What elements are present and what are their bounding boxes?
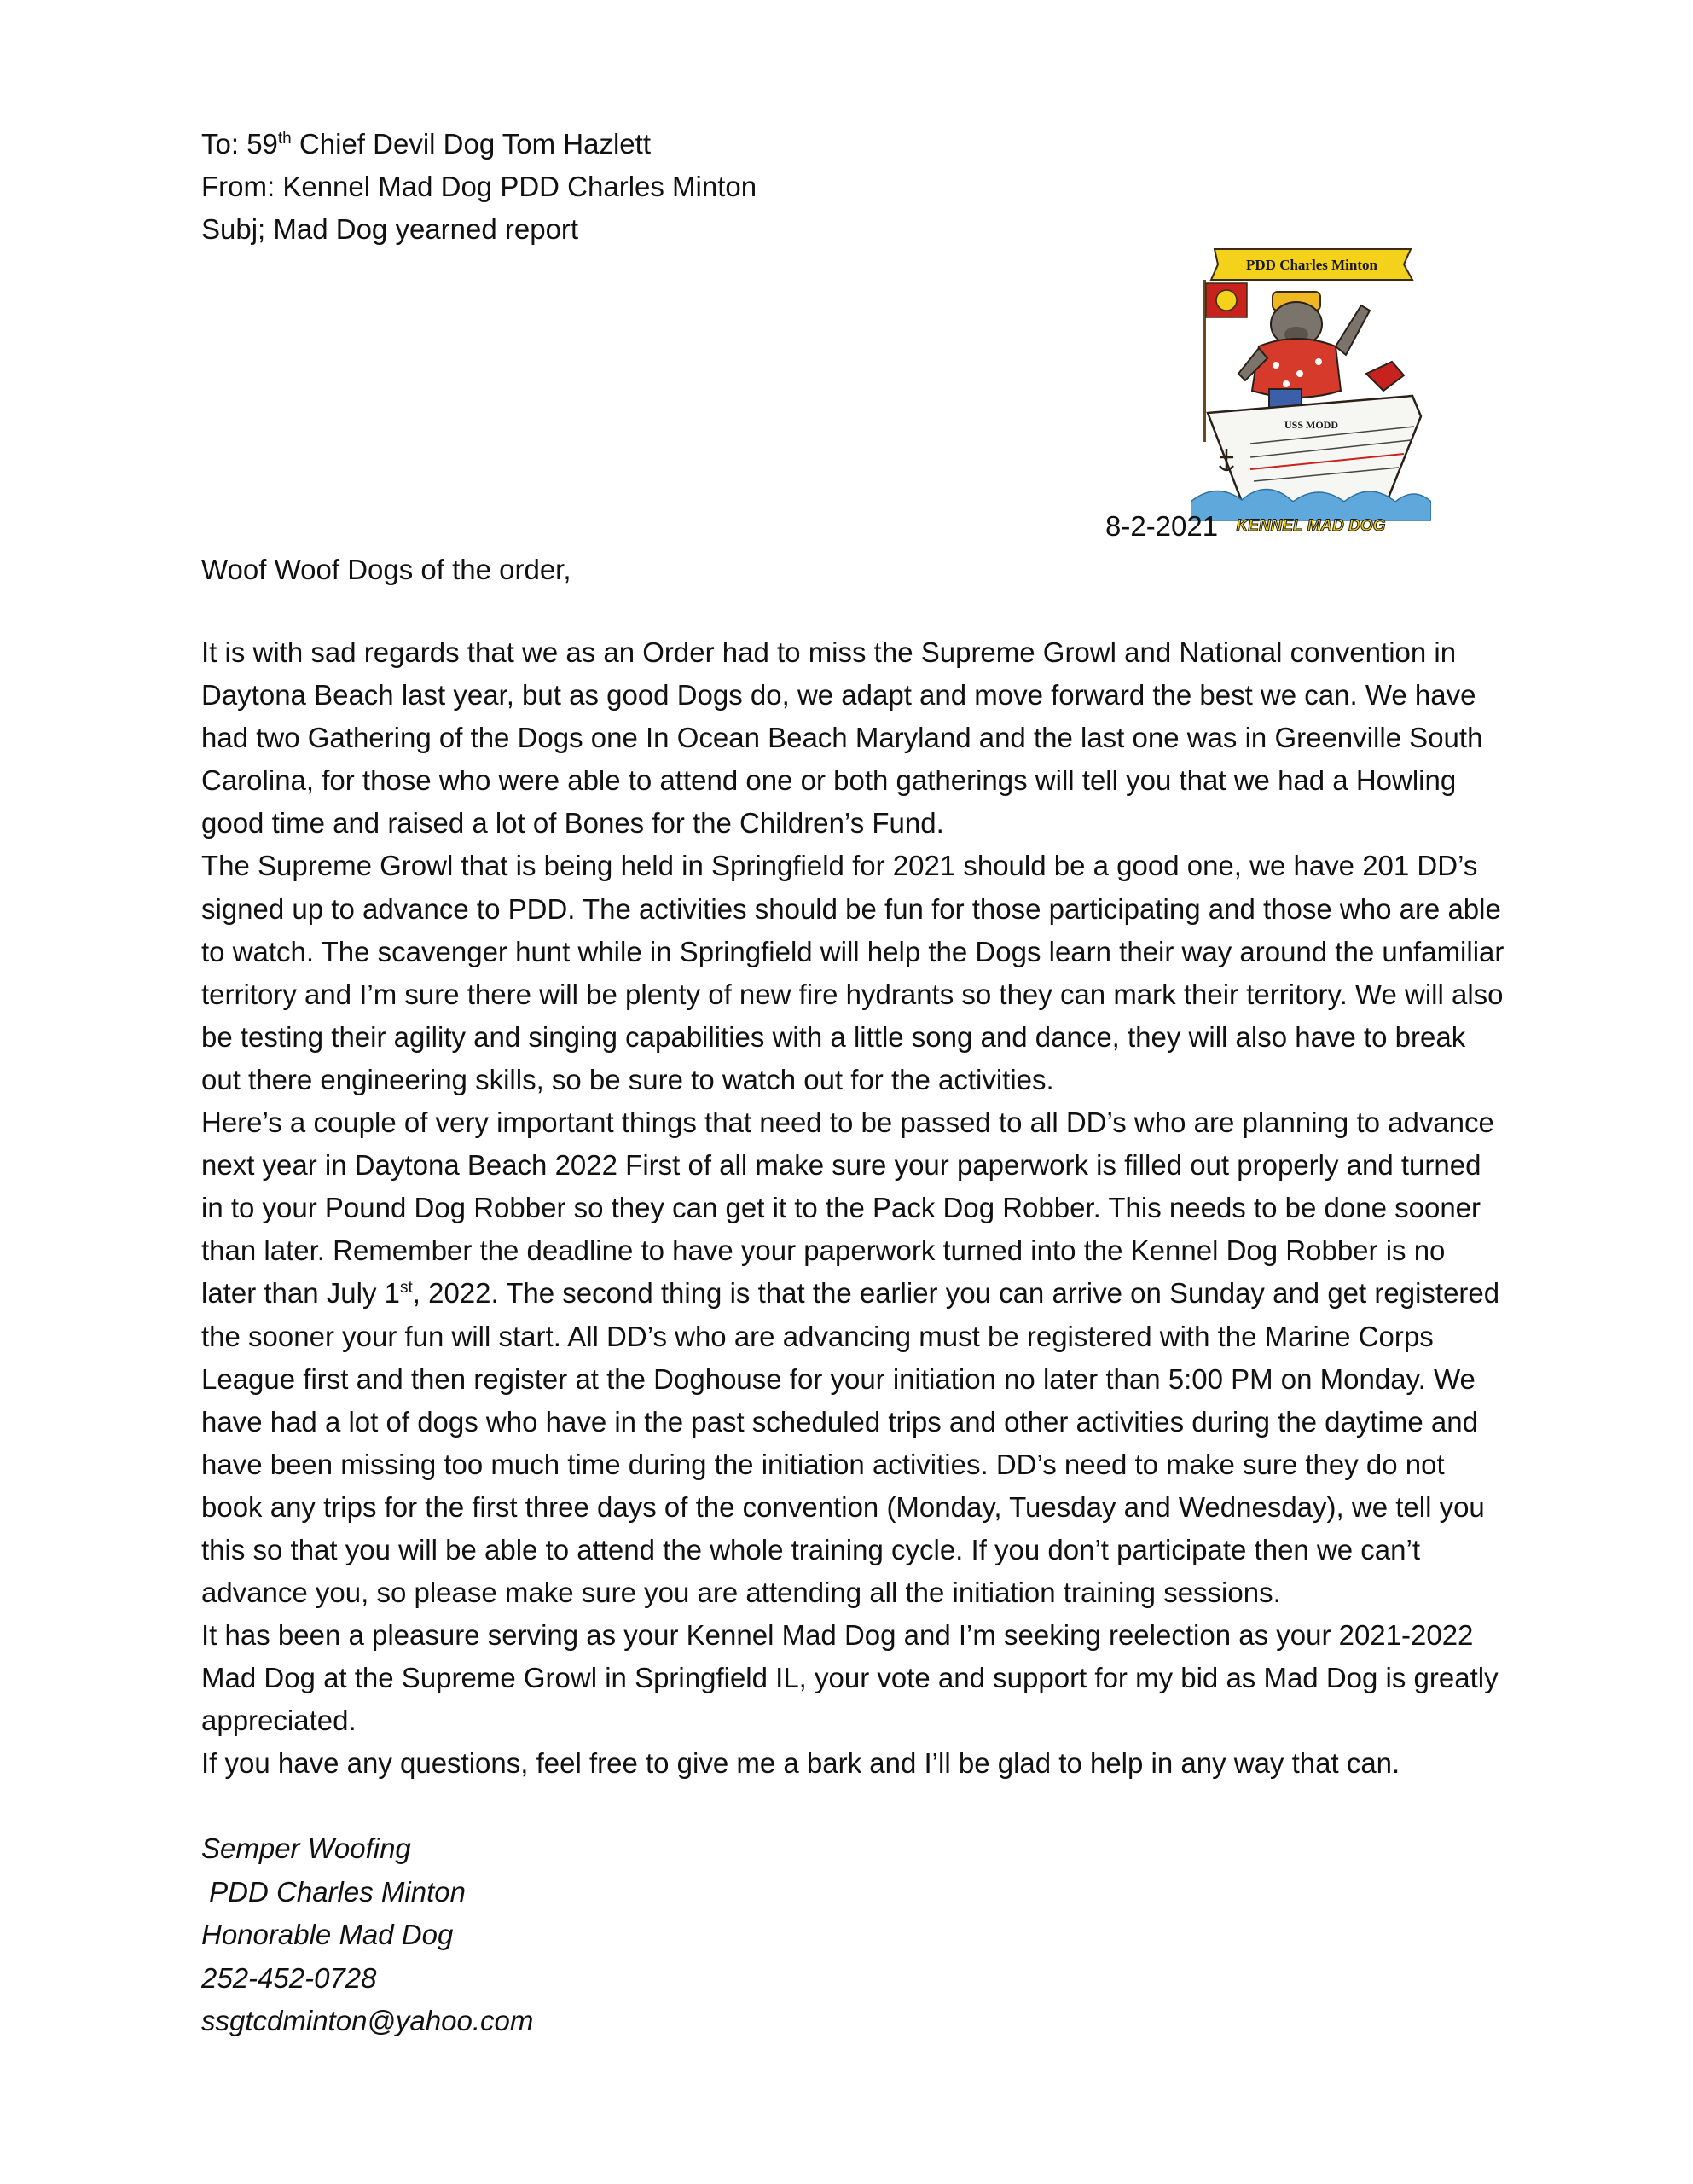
logo-funnel — [1366, 362, 1404, 391]
subject-line: Subj; Mad Dog yearned report — [201, 213, 579, 245]
logo-water — [1191, 489, 1431, 520]
paragraph-3: Here’s a couple of very important things that need to be passed to all DD’s who are planning to advance next year in Daytona Beach 2022 First of all make sure your paperwork is filled out properly and turned in to your Pound Dog Robber so they can get it to the Pack Dog Robber. This needs to be done sooner than later. Remember the deadline to have your paperwork turned into the Kennel Dog Robber is no later than July 1st, 2022. The second thing is that the earlier you can arrive on Sunday and get registered the sooner your fun will start. All DD’s who are advancing must be registered with the Marine Corps League first and then register at the Doghouse for your initiation no later than 5:00 PM on Monday. We have had a lot of dogs who have in the past scheduled trips and other activities during the daytime and have been missing too much time during the initiation activities. DD’s need to make sure they do not book any trips for the first three days of the convention (Monday, Tuesday and Wednesday), we tell you this so that you will be able to attend the whole training cycle. If you don’t participate then we can’t advance you, so please make sure you are attending all the initiation training sessions. — [201, 1107, 1500, 1609]
letter-date: 8-2-2021 — [1105, 510, 1219, 542]
paragraph-1: It is with sad regards that we as an Order had to miss the Supreme Growl and National convention in Daytona Beach last year, but as good Dogs do, we adapt and move forward the best we can. We have had two Gathering of the Dogs one In Ocean Beach Maryland and the last one was in Greenville South Carolina, for those who were able to attend one or both gatherings will tell you that we had a Howling good time and raised a lot of Bones for the Children’s Fund. — [201, 636, 1483, 839]
paragraph-4: It has been a pleasure serving as your Kennel Mad Dog and I’m seeking reelection as your 2021-2022 Mad Dog at the Supreme Growl in Springfield IL, your vote and support for my bid as Mad Dog is greatly appreciated. — [201, 1619, 1499, 1737]
logo-ship-name: USS MODD — [1284, 419, 1339, 431]
closing: Semper Woofing — [201, 1833, 411, 1864]
logo-bulldog — [1238, 292, 1370, 416]
paragraph-5: If you have any questions, feel free to give me a bark and I’ll be glad to help in any way that can. — [201, 1747, 1400, 1780]
signature-block — [201, 1827, 533, 2043]
kennel-mad-dog-logo — [1191, 246, 1431, 534]
salutation: Woof Woof Dogs of the order, — [201, 554, 571, 585]
signer-phone: 252-452-0728 — [201, 1961, 377, 1994]
from-line: From: Kennel Mad Dog PDD Charles Minton — [201, 171, 757, 202]
paragraph-2: The Supreme Growl that is being held in Springfield for 2021 should be a good one, we have 201 DD’s signed up to advance to PDD. The activities should be fun for those participating and those who are able to watch. The scavenger hunt while in Springfield will help the Dogs learn their way around the unfamiliar territory and I’m sure there will be plenty of new fire hydrants so they can mark their territory. We will also be testing their agility and singing capabilities with a little song and dance, they will also have to break out there engineering skills, so be sure to watch out for the activities. — [201, 850, 1505, 1095]
to-line: To: 59th Chief Devil Dog Tom Hazlett — [201, 128, 651, 160]
letter-body — [201, 631, 1506, 1786]
memo-header — [201, 123, 757, 251]
logo-ship — [1208, 396, 1421, 502]
logo-caption: KENNEL MAD DOG — [1236, 517, 1386, 534]
signer-email: ssgtcdminton@yahoo.com — [201, 2005, 534, 2036]
signer-title: Honorable Mad Dog — [201, 1919, 454, 1950]
logo-banner-text: PDD Charles Minton — [1246, 257, 1377, 273]
signer-name: PDD Charles Minton — [201, 1875, 466, 1908]
logo-banner — [1211, 249, 1412, 280]
